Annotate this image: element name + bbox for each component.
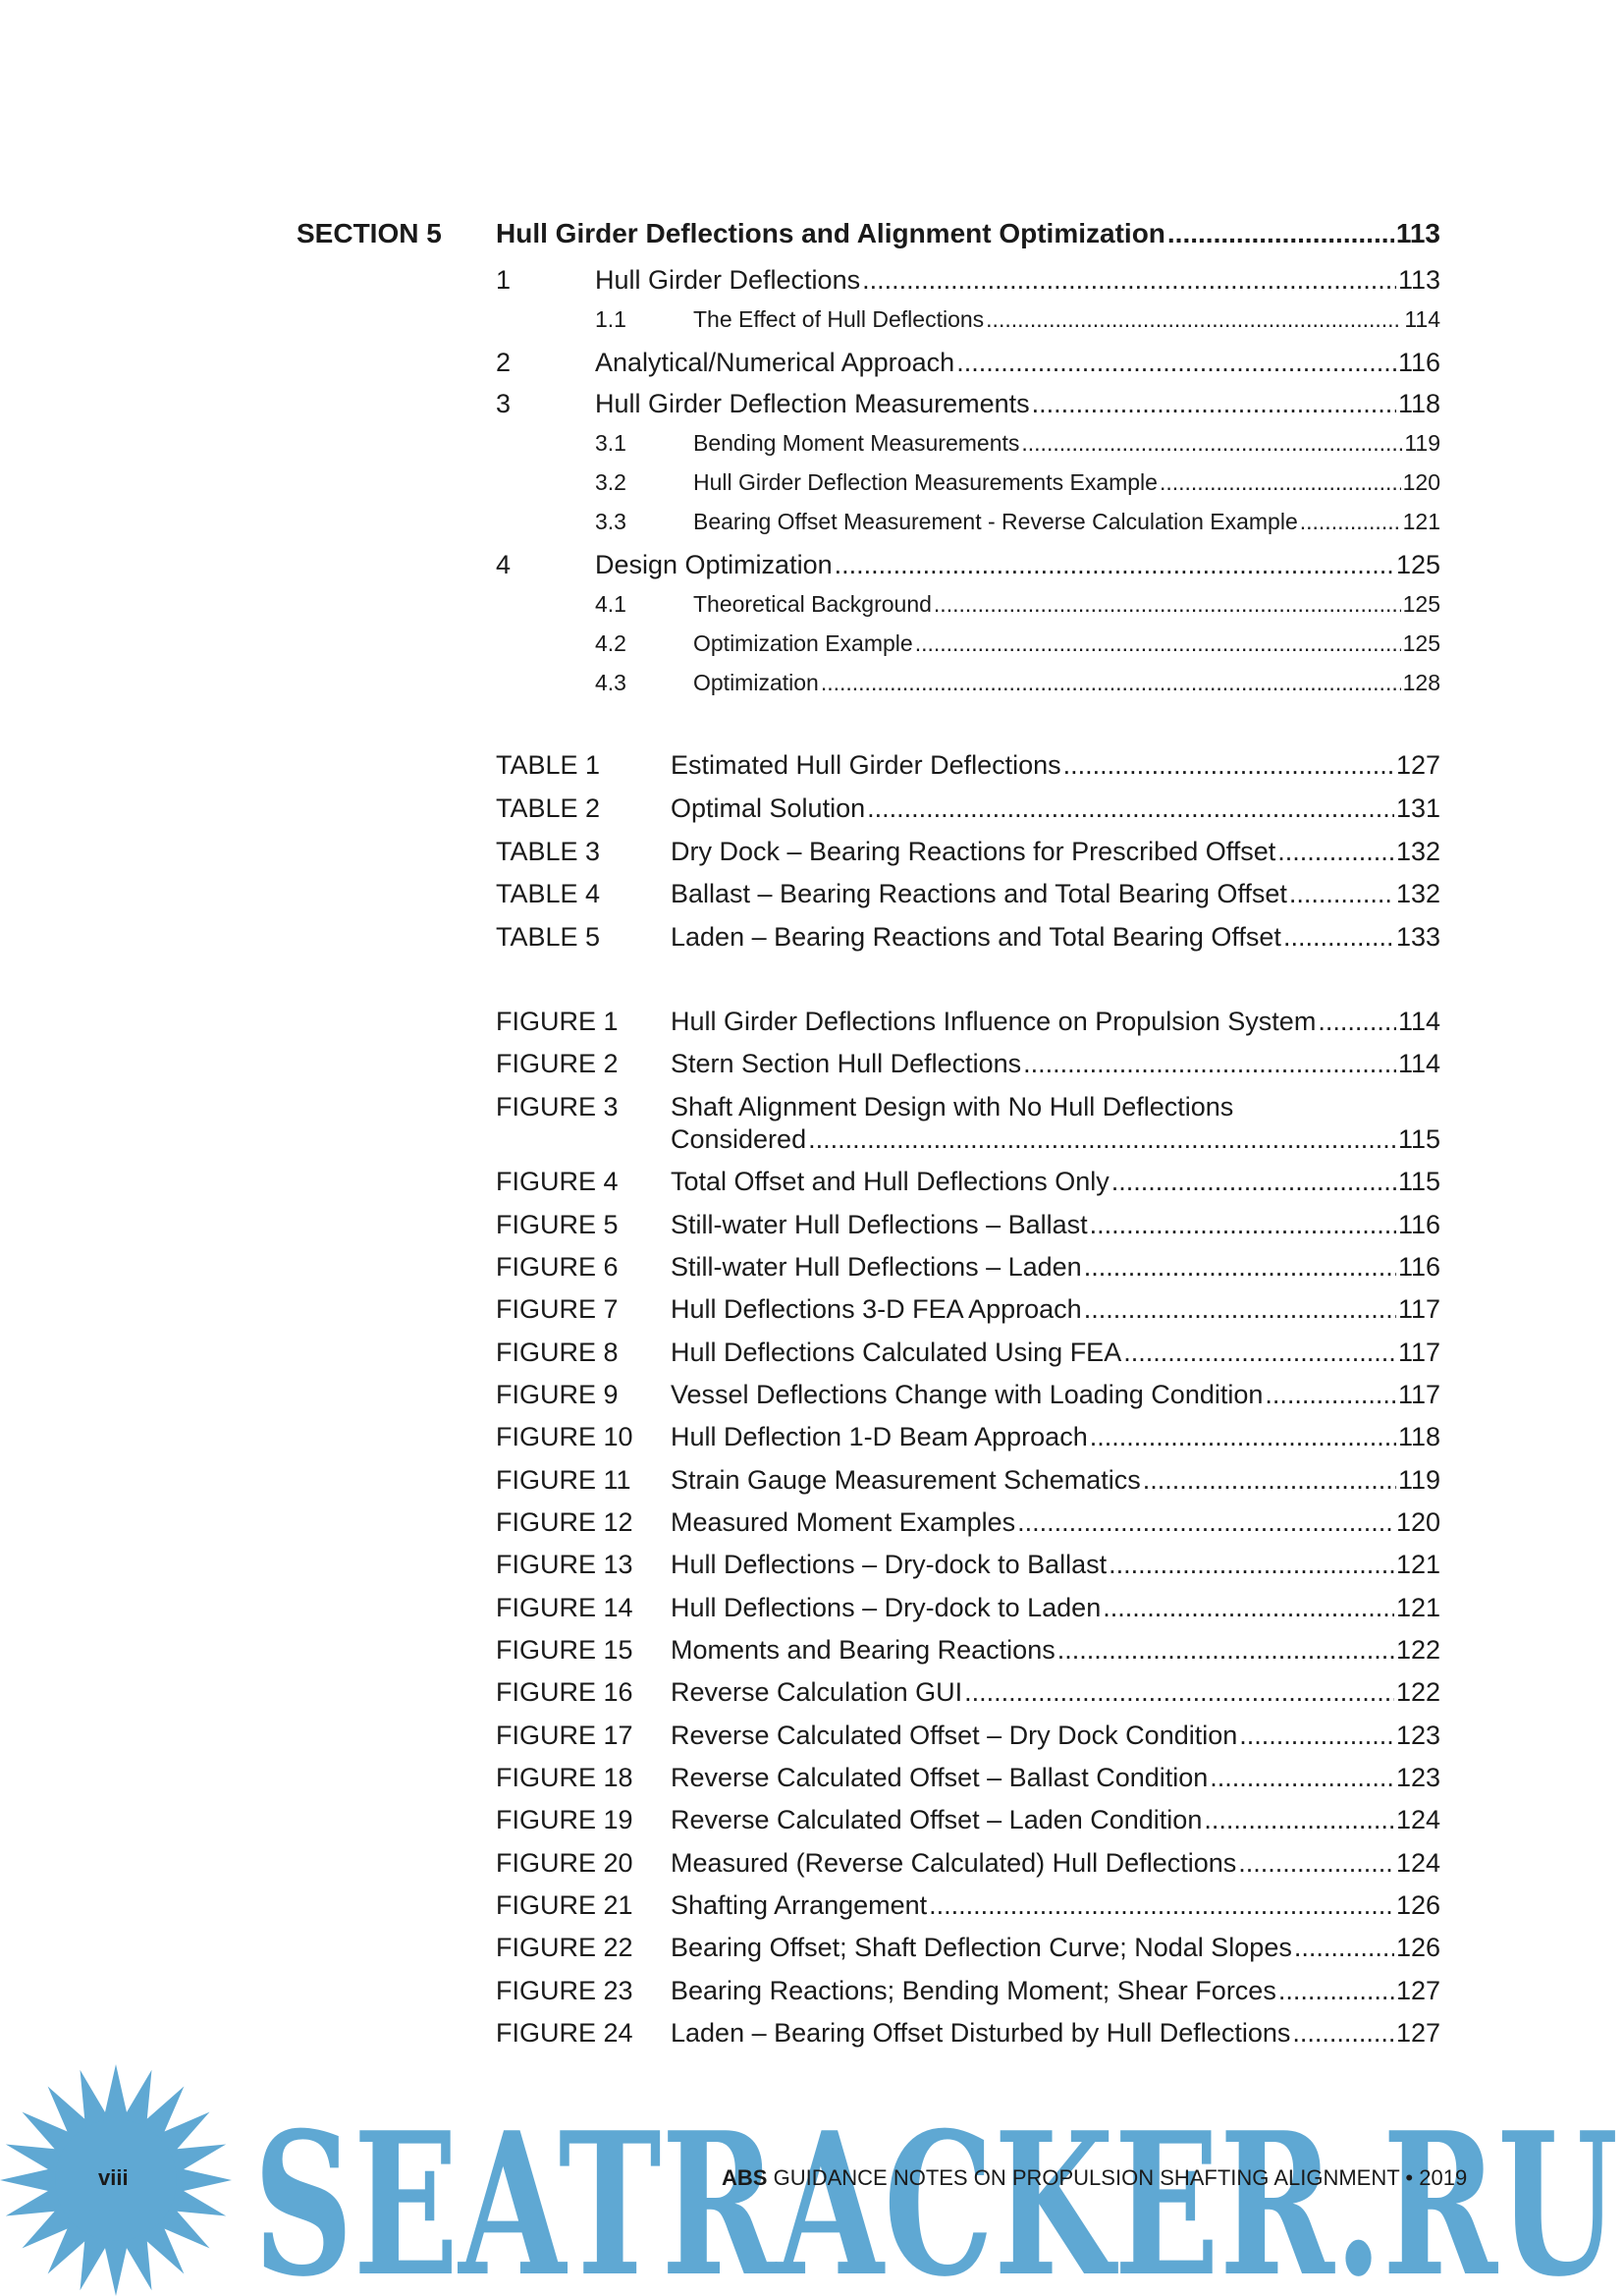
figure-page: 115 xyxy=(1397,1124,1440,1154)
figure-page: 114 xyxy=(1397,1049,1440,1078)
figure-label: FIGURE 11 xyxy=(496,1465,631,1495)
figure-entry[interactable] xyxy=(671,2018,1440,2049)
figure-page: 126 xyxy=(1395,1890,1440,1920)
figure-entry[interactable] xyxy=(671,1465,1440,1496)
figure-title: Reverse Calculated Offset – Laden Condition xyxy=(671,1805,1203,1834)
table-title: Dry Dock – Bearing Reactions for Prescribed Offset xyxy=(671,837,1276,866)
table-page: 127 xyxy=(1395,750,1440,780)
toc-title: Hull Girder Deflections xyxy=(595,265,861,295)
table-label: TABLE 2 xyxy=(496,793,601,823)
leader-dots xyxy=(934,591,1401,618)
figure-title: Stern Section Hull Deflections xyxy=(671,1049,1022,1078)
leader-dots xyxy=(1318,1007,1396,1037)
toc-page: 114 xyxy=(1404,306,1440,332)
figure-title: Hull Deflection 1-D Beam Approach xyxy=(671,1422,1088,1451)
figure-label: FIGURE 9 xyxy=(496,1380,619,1409)
figure-label: FIGURE 24 xyxy=(496,2018,633,2048)
table-title: Optimal Solution xyxy=(671,793,866,823)
section-page: 113 xyxy=(1395,218,1440,248)
leader-dots xyxy=(1032,389,1396,419)
figure-label: FIGURE 23 xyxy=(496,1976,633,2005)
toc-title: Hull Girder Deflection Measurements xyxy=(595,389,1030,418)
figure-entry[interactable] xyxy=(671,1976,1440,2006)
leader-dots xyxy=(1204,1805,1394,1835)
leader-dots xyxy=(1292,2018,1394,2049)
figure-title: Reverse Calculation GUI xyxy=(671,1677,963,1707)
figure-label: FIGURE 18 xyxy=(496,1763,633,1792)
figure-page: 122 xyxy=(1395,1635,1440,1665)
figure-page: 121 xyxy=(1395,1593,1440,1622)
toc-page: 116 xyxy=(1397,348,1440,377)
figure-title: Considered xyxy=(671,1124,807,1154)
figure-title: Hull Girder Deflections Influence on Propulsion System xyxy=(671,1007,1317,1036)
figure-entry[interactable] xyxy=(671,1848,1440,1879)
leader-dots xyxy=(1265,1380,1396,1410)
figure-title: Bearing Reactions; Bending Moment; Shear Forces xyxy=(671,1976,1276,2005)
figure-title: Bearing Offset; Shaft Deflection Curve; Nodal Slopes xyxy=(671,1933,1292,1962)
table-page: 132 xyxy=(1395,879,1440,908)
toc-number: 3.3 xyxy=(595,509,626,534)
figure-page: 123 xyxy=(1395,1721,1440,1750)
figure-label: FIGURE 2 xyxy=(496,1049,619,1078)
leader-dots xyxy=(867,793,1394,824)
figure-title: Hull Deflections Calculated Using FEA xyxy=(671,1338,1122,1367)
figure-title: Strain Gauge Measurement Schematics xyxy=(671,1465,1141,1495)
table-entry[interactable] xyxy=(671,922,1440,953)
figure-entry[interactable] xyxy=(671,1210,1440,1240)
toc-entry[interactable] xyxy=(595,389,1440,419)
toc-entry[interactable] xyxy=(693,670,1440,696)
figure-page: 124 xyxy=(1395,1848,1440,1878)
leader-dots xyxy=(808,1124,1396,1155)
figure-page: 123 xyxy=(1395,1763,1440,1792)
figure-label: FIGURE 12 xyxy=(496,1507,633,1537)
table-entry[interactable] xyxy=(671,879,1440,909)
toc-title: Design Optimization xyxy=(595,550,833,579)
footer-separator: • xyxy=(1405,2165,1414,2190)
leader-dots xyxy=(956,348,1396,378)
toc-entry[interactable] xyxy=(693,630,1440,657)
leader-dots xyxy=(1017,1507,1394,1538)
figure-entry[interactable] xyxy=(671,1763,1440,1793)
figure-title: Laden – Bearing Offset Disturbed by Hull Deflections xyxy=(671,2018,1291,2048)
leader-dots xyxy=(1023,1049,1396,1079)
toc-title: Theoretical Background xyxy=(693,591,932,617)
toc-number: 2 xyxy=(496,348,512,377)
figure-entry[interactable] xyxy=(671,1507,1440,1538)
leader-dots xyxy=(1160,469,1401,496)
figure-title: Measured Moment Examples xyxy=(671,1507,1016,1537)
toc-title: The Effect of Hull Deflections xyxy=(693,306,985,332)
leader-dots xyxy=(1123,1338,1396,1368)
toc-page: 121 xyxy=(1402,509,1440,534)
toc-page: 125 xyxy=(1402,591,1440,617)
leader-dots xyxy=(1283,922,1394,953)
footer-page-number: viii xyxy=(98,2165,129,2190)
figure-page: 120 xyxy=(1395,1507,1440,1537)
table-page: 131 xyxy=(1395,793,1440,823)
toc-number: 4 xyxy=(496,550,512,579)
toc-page: 128 xyxy=(1402,670,1440,695)
toc-page: 118 xyxy=(1397,389,1440,418)
leader-dots xyxy=(1289,879,1394,909)
figure-page: 127 xyxy=(1395,1976,1440,2005)
figure-entry[interactable] xyxy=(671,1721,1440,1751)
figure-entry[interactable] xyxy=(671,1124,1440,1155)
figure-page: 115 xyxy=(1397,1167,1440,1196)
figure-page: 119 xyxy=(1397,1465,1440,1495)
leader-dots xyxy=(1294,1933,1394,1963)
leader-dots xyxy=(1239,1721,1394,1751)
toc-entry[interactable] xyxy=(595,265,1440,296)
figure-label: FIGURE 16 xyxy=(496,1677,633,1707)
figure-title: Reverse Calculated Offset – Dry Dock Condition xyxy=(671,1721,1238,1750)
toc-entry[interactable] xyxy=(693,591,1440,618)
figure-title: Hull Deflections – Dry-dock to Laden xyxy=(671,1593,1102,1622)
toc-number: 3.1 xyxy=(595,430,626,456)
figure-title: Vessel Deflections Change with Loading Condition xyxy=(671,1380,1264,1409)
figure-page: 116 xyxy=(1397,1252,1440,1282)
table-page: 132 xyxy=(1395,837,1440,866)
figure-entry[interactable] xyxy=(671,1635,1440,1666)
leader-dots xyxy=(1057,1635,1394,1666)
leader-dots xyxy=(1090,1422,1396,1452)
figure-page: 118 xyxy=(1397,1422,1440,1451)
figure-label: FIGURE 22 xyxy=(496,1933,633,1962)
table-title: Estimated Hull Girder Deflections xyxy=(671,750,1061,780)
toc-page: 119 xyxy=(1404,430,1440,456)
figure-page: 121 xyxy=(1395,1550,1440,1579)
figure-entry[interactable] xyxy=(671,1677,1440,1708)
leader-dots xyxy=(862,265,1396,296)
footer-year: 2019 xyxy=(1419,2165,1468,2190)
section-title: Hull Girder Deflections and Alignment Optimization xyxy=(496,218,1165,248)
toc-number: 4.3 xyxy=(595,670,626,695)
figure-entry[interactable] xyxy=(671,1593,1440,1623)
figure-entry[interactable] xyxy=(671,1049,1440,1079)
figure-label: FIGURE 7 xyxy=(496,1294,619,1324)
table-entry[interactable] xyxy=(671,837,1440,867)
toc-number: 4.1 xyxy=(595,591,626,617)
leader-dots xyxy=(1143,1465,1396,1496)
figure-title: Still-water Hull Deflections – Ballast xyxy=(671,1210,1088,1239)
leader-dots xyxy=(1277,837,1394,867)
table-label: TABLE 5 xyxy=(496,922,601,952)
toc-entry[interactable] xyxy=(595,550,1440,580)
table-label: TABLE 3 xyxy=(496,837,601,866)
leader-dots xyxy=(929,1890,1394,1921)
table-title: Laden – Bearing Reactions and Total Bearing Offset xyxy=(671,922,1281,952)
figure-label: FIGURE 4 xyxy=(496,1167,619,1196)
figure-entry[interactable] xyxy=(671,1167,1440,1197)
figure-title: Still-water Hull Deflections – Laden xyxy=(671,1252,1082,1282)
toc-title: Bending Moment Measurements xyxy=(693,430,1020,456)
toc-entry[interactable] xyxy=(693,430,1440,457)
section-heading-entry[interactable] xyxy=(496,218,1440,249)
leader-dots xyxy=(1278,1976,1394,2006)
figure-label: FIGURE 10 xyxy=(496,1422,633,1451)
figure-title: Hull Deflections 3-D FEA Approach xyxy=(671,1294,1082,1324)
footer-doc-title: GUIDANCE NOTES ON PROPULSION SHAFTING ALIGNMENT xyxy=(773,2165,1400,2190)
leader-dots xyxy=(1103,1593,1394,1623)
leader-dots xyxy=(986,306,1402,333)
figure-entry[interactable] xyxy=(671,1380,1440,1410)
toc-entry[interactable] xyxy=(693,469,1440,496)
toc-title: Analytical/Numerical Approach xyxy=(595,348,955,377)
toc-entry[interactable] xyxy=(693,509,1440,535)
toc-title: Optimization xyxy=(693,670,819,695)
figure-entry[interactable] xyxy=(671,1933,1440,1963)
toc-page: 120 xyxy=(1402,469,1440,495)
toc-number: 3.2 xyxy=(595,469,626,495)
figure-title: Measured (Reverse Calculated) Hull Deflections xyxy=(671,1848,1237,1878)
figure-label: FIGURE 13 xyxy=(496,1550,633,1579)
section-label: SECTION 5 xyxy=(297,218,442,248)
figure-label: FIGURE 6 xyxy=(496,1252,619,1282)
figure-label: FIGURE 19 xyxy=(496,1805,633,1834)
figure-page: 127 xyxy=(1395,2018,1440,2048)
figure-entry[interactable] xyxy=(671,1294,1440,1325)
figure-entry[interactable] xyxy=(671,1422,1440,1452)
leader-dots xyxy=(835,550,1394,580)
leader-dots xyxy=(1090,1210,1396,1240)
figure-label: FIGURE 21 xyxy=(496,1890,633,1920)
figure-title: Hull Deflections – Dry-dock to Ballast xyxy=(671,1550,1108,1579)
figure-label: FIGURE 15 xyxy=(496,1635,633,1665)
toc-entry[interactable] xyxy=(693,306,1440,333)
toc-number: 1.1 xyxy=(595,306,626,332)
toc-title: Optimization Example xyxy=(693,630,913,656)
figure-entry[interactable] xyxy=(671,1550,1440,1580)
figure-page: 117 xyxy=(1397,1380,1440,1409)
leader-dots xyxy=(1167,218,1394,249)
table-label: TABLE 1 xyxy=(496,750,601,780)
leader-dots xyxy=(1063,750,1394,781)
toc-number: 1 xyxy=(496,265,512,295)
figure-label: FIGURE 1 xyxy=(496,1007,619,1036)
leader-dots xyxy=(915,630,1401,657)
table-page: 133 xyxy=(1395,922,1440,952)
figure-page: 114 xyxy=(1397,1007,1440,1036)
figure-label: FIGURE 8 xyxy=(496,1338,619,1367)
toc-page: 125 xyxy=(1402,630,1440,656)
toc-number: 4.2 xyxy=(595,630,626,656)
figure-title: Shaft Alignment Design with No Hull Deflections xyxy=(671,1092,1234,1121)
figure-page: 122 xyxy=(1395,1677,1440,1707)
leader-dots xyxy=(1109,1550,1394,1580)
toc-page: 125 xyxy=(1395,550,1440,579)
figure-title: Reverse Calculated Offset – Ballast Condition xyxy=(671,1763,1209,1792)
footer-brand: ABS xyxy=(722,2165,768,2190)
figure-title: Moments and Bearing Reactions xyxy=(671,1635,1056,1665)
leader-dots xyxy=(1084,1252,1396,1283)
figure-page: 124 xyxy=(1395,1805,1440,1834)
figure-page: 117 xyxy=(1397,1294,1440,1324)
figure-page: 126 xyxy=(1395,1933,1440,1962)
table-entry[interactable] xyxy=(671,793,1440,824)
leader-dots xyxy=(821,670,1401,696)
leader-dots xyxy=(964,1677,1394,1708)
leader-dots xyxy=(1210,1763,1394,1793)
table-title: Ballast – Bearing Reactions and Total Bearing Offset xyxy=(671,879,1287,908)
figure-page: 117 xyxy=(1397,1338,1440,1367)
figure-title: Total Offset and Hull Deflections Only xyxy=(671,1167,1110,1196)
figure-entry[interactable] xyxy=(671,1252,1440,1283)
toc-title: Hull Girder Deflection Measurements Example xyxy=(693,469,1158,495)
leader-dots xyxy=(1021,430,1402,457)
footer-title xyxy=(722,2165,1467,2191)
toc-number: 3 xyxy=(496,389,512,418)
leader-dots xyxy=(1238,1848,1394,1879)
watermark-text: SEATRACKER.RU xyxy=(253,2090,1618,2296)
figure-title: Shafting Arrangement xyxy=(671,1890,928,1920)
figure-label: FIGURE 5 xyxy=(496,1210,619,1239)
figure-label: FIGURE 20 xyxy=(496,1848,633,1878)
toc-entry[interactable] xyxy=(595,348,1440,378)
toc-title: Bearing Offset Measurement - Reverse Calculation Example xyxy=(693,509,1298,534)
figure-label: FIGURE 14 xyxy=(496,1593,633,1622)
figure-entry[interactable] xyxy=(671,1338,1440,1368)
figure-page: 116 xyxy=(1397,1210,1440,1239)
leader-dots xyxy=(1300,509,1401,535)
figure-entry[interactable] xyxy=(671,1890,1440,1921)
leader-dots xyxy=(1084,1294,1396,1325)
table-entry[interactable] xyxy=(671,750,1440,781)
figure-label: FIGURE 17 xyxy=(496,1721,633,1750)
table-label: TABLE 4 xyxy=(496,879,601,908)
figure-label: FIGURE 3 xyxy=(496,1092,619,1121)
toc-page: 113 xyxy=(1397,265,1440,295)
figure-entry[interactable] xyxy=(671,1805,1440,1835)
figure-entry[interactable] xyxy=(671,1007,1440,1037)
leader-dots xyxy=(1111,1167,1396,1197)
